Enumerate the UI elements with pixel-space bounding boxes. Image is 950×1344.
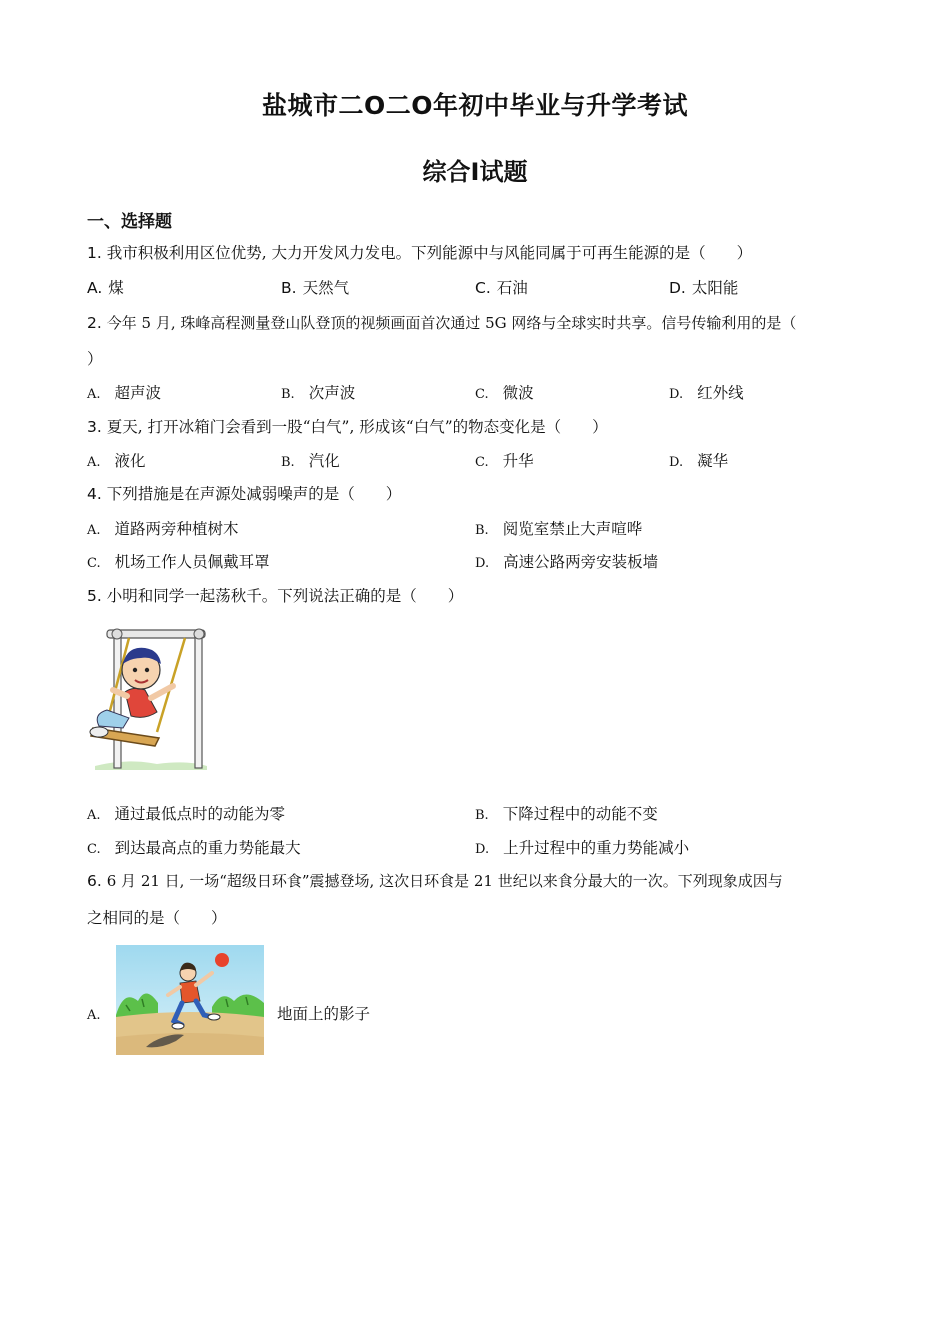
option-text: 天然气 — [302, 279, 350, 297]
option-text: 下降过程中的动能不变 — [502, 805, 658, 823]
option-label: C. — [87, 842, 101, 857]
question-text: 我市积极利用区位优势, 大力开发风力发电。下列能源中与风能同属于可再生能源的是（ ） — [106, 244, 753, 262]
exam-title: 盐城市二O二O年初中毕业与升学考试 — [261, 91, 688, 120]
question-5 — [87, 586, 463, 606]
option-label: A. — [87, 387, 101, 402]
question-1-option-b[interactable] — [281, 278, 349, 298]
exam-subtitle: 综合Ⅰ试题 — [422, 158, 528, 186]
option-text: 红外线 — [697, 384, 744, 402]
option-text: 阅览室禁止大声喧哗 — [502, 520, 643, 538]
question-number: 4. — [87, 485, 102, 503]
question-1-option-c[interactable] — [475, 278, 528, 298]
option-label: C. — [475, 387, 489, 402]
question-4-option-d[interactable] — [475, 552, 658, 574]
option-text: 煤 — [108, 279, 124, 297]
question-text: 下列措施是在声源处减弱噪声的是（ ） — [106, 485, 402, 503]
option-label: D. — [475, 556, 490, 571]
question-6-option-a-label[interactable] — [87, 1004, 115, 1026]
option-label: C. — [475, 279, 491, 297]
option-label: A. — [87, 455, 101, 470]
question-3-option-c[interactable] — [475, 451, 534, 473]
option-text: 道路两旁种植树木 — [114, 520, 239, 538]
question-2-option-a[interactable] — [87, 383, 161, 405]
question-5-option-c[interactable] — [87, 838, 301, 860]
option-text: 超声波 — [114, 384, 162, 402]
question-5-option-b[interactable] — [475, 804, 658, 826]
question-4-option-c[interactable] — [87, 552, 270, 574]
question-6-option-a[interactable] — [277, 1004, 370, 1024]
question-6-continuation: 之相同的是（ ） — [87, 909, 227, 927]
option-label: B. — [475, 808, 489, 823]
option-text: 高速公路两旁安装板墙 — [503, 553, 659, 571]
option-label: D. — [669, 387, 684, 402]
option-label: B. — [475, 523, 489, 538]
question-1 — [87, 243, 752, 263]
question-number: 3. — [87, 418, 102, 436]
question-3-option-a[interactable] — [87, 451, 146, 473]
question-number: 1. — [87, 244, 102, 262]
option-label: D. — [475, 842, 490, 857]
question-text: 6 月 21 日, 一场“超级日环食”震撼登场, 这次日环食是 21 世纪以来食分最大的一次。下列现象成因与 — [106, 872, 783, 890]
question-3 — [87, 417, 608, 437]
question-number: 6. — [87, 872, 102, 890]
option-label: D. — [669, 279, 686, 297]
option-text: 通过最低点时的动能为零 — [114, 805, 286, 823]
question-1-option-d[interactable] — [669, 278, 738, 298]
option-text: 太阳能 — [691, 279, 739, 297]
question-6 — [87, 871, 783, 891]
question-3-option-b[interactable] — [281, 451, 340, 473]
question-3-option-d[interactable] — [669, 451, 728, 473]
option-text: 微波 — [502, 384, 534, 402]
option-text: 升华 — [502, 452, 534, 470]
question-2-continuation: ） — [87, 350, 103, 368]
swing-illustration — [87, 620, 212, 770]
question-text: 小明和同学一起荡秋千。下列说法正确的是（ ） — [106, 587, 464, 605]
option-label: A. — [87, 523, 101, 538]
question-5-option-a[interactable] — [87, 804, 285, 826]
option-label: B. — [281, 279, 297, 297]
option-label: A. — [87, 279, 103, 297]
question-4 — [87, 484, 401, 504]
question-number: 2. — [87, 314, 102, 332]
question-4-option-b[interactable] — [475, 519, 642, 541]
option-text: 石油 — [496, 279, 528, 297]
option-text: 到达最高点的重力势能最大 — [114, 839, 301, 857]
question-2-option-b[interactable] — [281, 383, 355, 405]
question-number: 5. — [87, 587, 102, 605]
option-text: 液化 — [114, 452, 146, 470]
option-label: B. — [281, 387, 295, 402]
option-label: A. — [87, 1008, 101, 1023]
question-1-option-a[interactable] — [87, 278, 124, 298]
option-label: B. — [281, 455, 295, 470]
option-text: 地面上的影子 — [277, 1005, 371, 1023]
option-label: A. — [87, 808, 101, 823]
option-label: C. — [87, 556, 101, 571]
option-text: 汽化 — [308, 452, 340, 470]
section-heading: 一、选择题 — [87, 212, 172, 232]
option-text: 机场工作人员佩戴耳罩 — [114, 553, 270, 571]
question-2 — [87, 313, 796, 333]
question-2-option-c[interactable] — [475, 383, 534, 405]
option-text: 次声波 — [308, 384, 356, 402]
question-text: 夏天, 打开冰箱门会看到一股“白气”, 形成该“白气”的物态变化是（ ） — [106, 418, 608, 436]
option-text: 上升过程中的重力势能减小 — [503, 839, 690, 857]
question-2-option-d[interactable] — [669, 383, 744, 405]
question-5-option-d[interactable] — [475, 838, 689, 860]
option-label: C. — [475, 455, 489, 470]
shadow-illustration — [116, 945, 264, 1055]
option-text: 凝华 — [697, 452, 729, 470]
option-label: D. — [669, 455, 684, 470]
question-text: 今年 5 月, 珠峰高程测量登山队登顶的视频画面首次通过 5G 网络与全球实时共享。信号传输利用的是（ — [106, 314, 797, 332]
question-4-option-a[interactable] — [87, 519, 239, 541]
